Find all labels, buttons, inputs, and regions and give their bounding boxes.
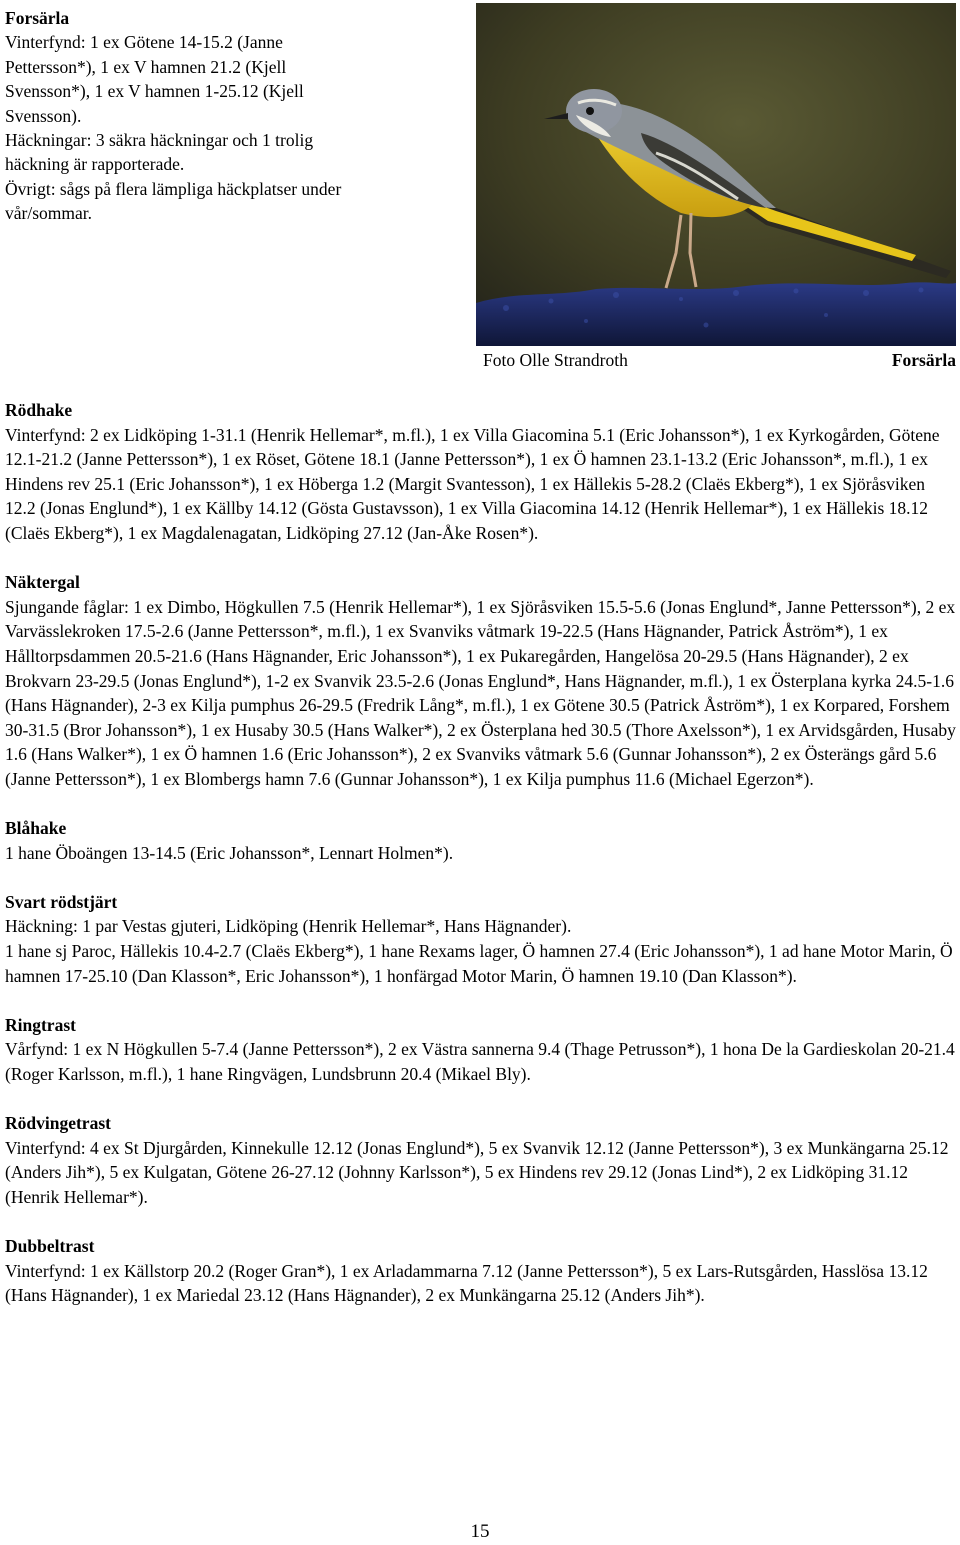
section-dubbeltrast (5, 1234, 958, 1308)
section-text: Vinterfynd: 2 ex Lidköping 1-31.1 (Henrik Hellemar*, m.fl.), 1 ex Villa Giacomina 5.1 (Eric Johansson*), 1 ex Kyrkogården, Götene 12.1-21.2 (Janne Pettersson*), 1 ex Röset, Götene 18.1 (Janne Pettersson*), 1 ex Ö hamnen 23.1-13.2 (Eric Johansson*, m.fl.), 1 ex Hindens rev 25.1 (Eric Johansson*), 1 ex Höberga 1.2 (Margit Svantesson), 1 ex Hällekis 5-28.2 (Claës Ekberg*), 1 ex Sjöråsviken 12.2 (Jonas Englund*), 1 ex Källby 14.12 (Gösta Gustavsson), 1 ex Villa Giacomina 14.12 (Henrik Hellemar*), 1 ex Hällekis 18.12 (Claës Ekberg*), 1 ex Magdalenagatan, Lidköping 27.12 (Jan-Åke Rosen*). (5, 424, 940, 543)
section-title: Blåhake (5, 818, 67, 839)
intro-line: Pettersson*), 1 ex V hamnen 21.2 (Kjell (5, 56, 287, 77)
section-text: Häckning: 1 par Vestas gjuteri, Lidköping (Henrik Hellemar*, Hans Hägnander). (5, 916, 572, 937)
section-blahake (5, 816, 958, 865)
section-text: Vinterfynd: 4 ex St Djurgården, Kinnekulle 12.12 (Jonas Englund*), 5 ex Svanvik 12.12 (Janne Pettersson*), 3 ex Munkängarna 25.12 (Anders Jih*), 5 ex Kulgatan, Götene 26-27.12 (Johnny Karlsson*), 5 ex Hindens rev 29.12 (Jonas Lind*), 2 ex Lidköping 31.12 (Henrik Hellemar*). (5, 1137, 949, 1207)
section-text: 1 hane sj Paroc, Hällekis 10.4-2.7 (Claës Ekberg*), 1 hane Rexams lager, Ö hamnen 27.4 (Eric Johansson*), 1 ad hane Motor Marin, Ö hamnen 17-25.10 (Dan Klasson*, Eric Johansson*), 1 honfärgad Motor Marin, Ö hamnen 19.10 (Dan Klasson*). (5, 941, 953, 986)
intro-line: Häckningar: 3 säkra häckningar och 1 trolig (5, 130, 314, 151)
section-title: Dubbeltrast (5, 1236, 95, 1257)
section-title: Rödvingetrast (5, 1113, 111, 1134)
intro-line: Vinterfynd: 1 ex Götene 14-15.2 (Janne (5, 32, 283, 53)
bird-photo (476, 3, 956, 346)
section-title: Rödhake (5, 400, 73, 420)
top-block (5, 0, 955, 395)
section-text: Vårfynd: 1 ex N Högkullen 5-7.4 (Janne Pettersson*), 2 ex Västra sannerna 9.4 (Thage Petrusson*), 1 hona De la Gardieskolan 20-21.4 (Roger Karlsson, m.fl.), 1 hane Ringvägen, Lundsbrunn 20.4 (Mikael Bly). (5, 1039, 955, 1085)
section-title: Ringtrast (5, 1014, 76, 1035)
photo-species: Forsärla (891, 350, 956, 370)
section-rodvingetrast (5, 1111, 958, 1209)
section-ringtrast (5, 1013, 958, 1087)
intro-line: häckning är rapporterade. (5, 154, 185, 175)
photo-credit: Foto Olle Strandroth (483, 350, 628, 370)
section-text: 1 hane Öboängen 13-14.5 (Eric Johansson*, Lennart Holmen*). (5, 842, 454, 863)
section-text: Sjungande fåglar: 1 ex Dimbo, Högkullen 7.5 (Henrik Hellemar*), 1 ex Sjöråsviken 15.5-5.6 (Jonas Englund*, Janne Pettersson*), 2 ex Varvässlekroken 17.5-2.6 (Janne Pettersson*, m.fl.), 1 ex Svanviks våtmark 19-22.5 (Hans Hägnander, Patrick Åström*), 1 ex Hålltorpsdammen 20.5-21.6 (Hans Hägnander, Eric Johansson*), 1 ex Pukaregården, Hangelösa 20-29.5 (Hans Hägnander), 2 ex Brokvarn 23-29.5 (Jonas Englund*), 1-2 ex Svanvik 23.5-2.6 (Jonas Englund*, Hans Hägnander, m.fl.), 1 ex Österplana kyrka 24.5-1.6 (Hans Hägnander), 2-3 ex Kilja pumphus 26-29.5 (Fredrik Lång*, m.fl.), 1 ex Götene 30.5 (Patrick Åström*), 1 ex Korpared, Forshem 30-31.5 (Bror Johansson*), 1 ex Husaby 30.5 (Hans Walker*), 2 ex Österplana hed 30.5 (Thore Axelsson*), 1 ex Arvidsgården, Husaby 1.6 (Hans Walker*), 1 ex Ö hamnen 1.6 (Eric Johansson*), 2 ex Svanviks våtmark 5.6 (Gunnar Johansson*), 2 ex Österängs gård 5.6 (Janne Pettersson*), 1 ex Blombergs hamn 7.6 (Gunnar Johansson*), 1 ex Kilja pumphus 11.6 (Michael Egerzon*). (5, 596, 956, 789)
section-naktergal (5, 570, 958, 791)
intro-title: Forsärla (5, 8, 70, 28)
section-text: Vinterfynd: 1 ex Källstorp 20.2 (Roger Gran*), 1 ex Arladammarna 7.12 (Janne Pettersson*), 5 ex Lars-Rutsgården, Hasslösa 13.12 (Hans Hägnander), 1 ex Mariedal 23.12 (Hans Hägnander), 2 ex Munkängarna 25.12 (Anders Jih*). (5, 1260, 928, 1306)
page-number: 15 (470, 1521, 490, 1542)
section-title: Näktergal (5, 572, 80, 593)
intro-line: Svensson). (5, 105, 82, 126)
section-svart-rodstjart (5, 890, 958, 988)
intro-line: vår/sommar. (5, 203, 92, 224)
section-rodhake (5, 398, 958, 546)
intro-forsarla (5, 6, 415, 226)
grey-wagtail-image (476, 3, 956, 346)
section-title: Svart rödstjärt (5, 891, 118, 912)
intro-line: Svensson*), 1 ex V hamnen 1-25.12 (Kjell (5, 81, 304, 102)
species-sections (5, 398, 958, 1333)
document-page (5, 0, 956, 1306)
intro-line: Övrigt: sågs på flera lämpliga häckplatser under (5, 178, 342, 199)
